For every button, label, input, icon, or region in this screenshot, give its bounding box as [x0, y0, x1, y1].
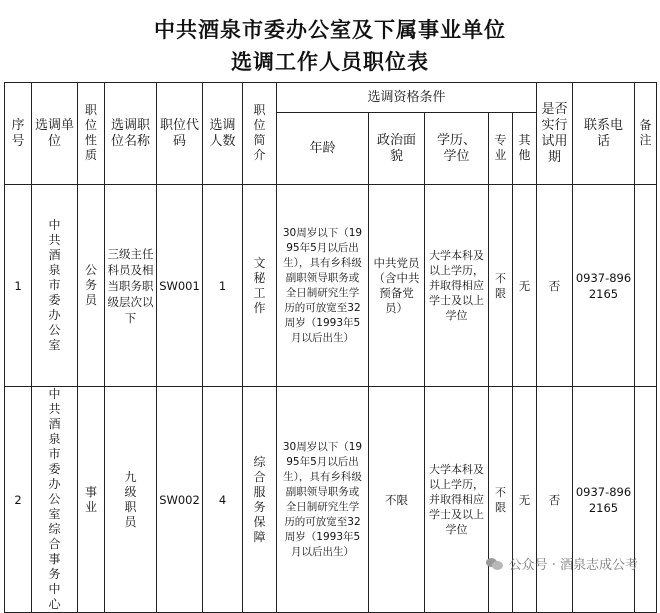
cell-count: 1	[203, 185, 243, 387]
header-intro: 职位简介	[243, 83, 277, 185]
header-row-1	[5, 83, 657, 113]
cell-nature: 公务员	[78, 185, 105, 387]
table-row	[5, 387, 657, 613]
cell-nature: 事业	[78, 387, 105, 613]
cell-unit: 中共酒泉市委办公室综合事务中心	[32, 387, 78, 613]
header-other: 其他	[513, 113, 537, 185]
cell-political: 中共党员（含中共预备党员）	[369, 185, 425, 387]
cell-position-name: 三级主任科员及相当职务职级层次以下	[105, 185, 157, 387]
header-age: 年龄	[277, 113, 369, 185]
cell-seq: 2	[5, 387, 32, 613]
cell-remarks	[635, 185, 657, 387]
cell-count: 4	[203, 387, 243, 613]
cell-phone: 0937-8962165	[573, 185, 635, 387]
header-unit: 选调单位	[32, 83, 78, 185]
cell-intro: 综合服务保障	[243, 387, 277, 613]
header-major: 专业	[489, 113, 513, 185]
header-political: 政治面貌	[369, 113, 425, 185]
cell-seq: 1	[5, 185, 32, 387]
header-trial: 是否实行试用期	[537, 83, 573, 185]
cell-trial: 否	[537, 185, 573, 387]
cell-other: 无	[513, 387, 537, 613]
cell-trial: 否	[537, 387, 573, 613]
cell-political: 不限	[369, 387, 425, 613]
cell-position-name: 九级职员	[105, 387, 157, 613]
watermark	[486, 554, 638, 573]
cell-education: 大学本科及以上学历，并取得相应学士及以上学位	[425, 185, 489, 387]
cell-major: 不限	[489, 185, 513, 387]
wechat-icon	[486, 557, 504, 571]
cell-code: SW001	[157, 185, 203, 387]
header-qualifications: 选调资格条件	[277, 83, 537, 113]
cell-other: 无	[513, 185, 537, 387]
header-nature: 职位性质	[78, 83, 105, 185]
watermark-text: 公众号 · 酒泉志成公考	[508, 558, 638, 573]
cell-major: 不限	[489, 387, 513, 613]
header-education: 学历、学位	[425, 113, 489, 185]
cell-intro: 文秘工作	[243, 185, 277, 387]
page-title: 中共酒泉市委办公室及下属事业单位	[154, 17, 506, 42]
cell-unit: 中共酒泉市委办公室	[32, 185, 78, 387]
table-row	[5, 185, 657, 387]
header-remarks: 备注	[635, 83, 657, 185]
header-count: 选调人数	[203, 83, 243, 185]
page-subtitle: 选调工作人员职位表	[231, 49, 429, 74]
header-seq: 序号	[5, 83, 32, 185]
header-phone: 联系电话	[573, 83, 635, 185]
cell-phone: 0937-8962165	[573, 387, 635, 613]
cell-age: 30周岁以下（1995年5月以后出生），具有乡科级副职领导职务或全日制研究生学历的可放宽至32周岁（1993年5月以后出生）	[277, 185, 369, 387]
cell-remarks	[635, 387, 657, 613]
cell-education: 大学本科及以上学历，并取得相应学士及以上学位	[425, 387, 489, 613]
positions-table	[4, 82, 657, 613]
header-position-name: 选调职位名称	[105, 83, 157, 185]
cell-code: SW002	[157, 387, 203, 613]
header-code: 职位代码	[157, 83, 203, 185]
cell-age: 30周岁以下（1995年5月以后出生），具有乡科级副职领导职务或全日制研究生学历的可放宽至32周岁（1993年5月以后出生）	[277, 387, 369, 613]
